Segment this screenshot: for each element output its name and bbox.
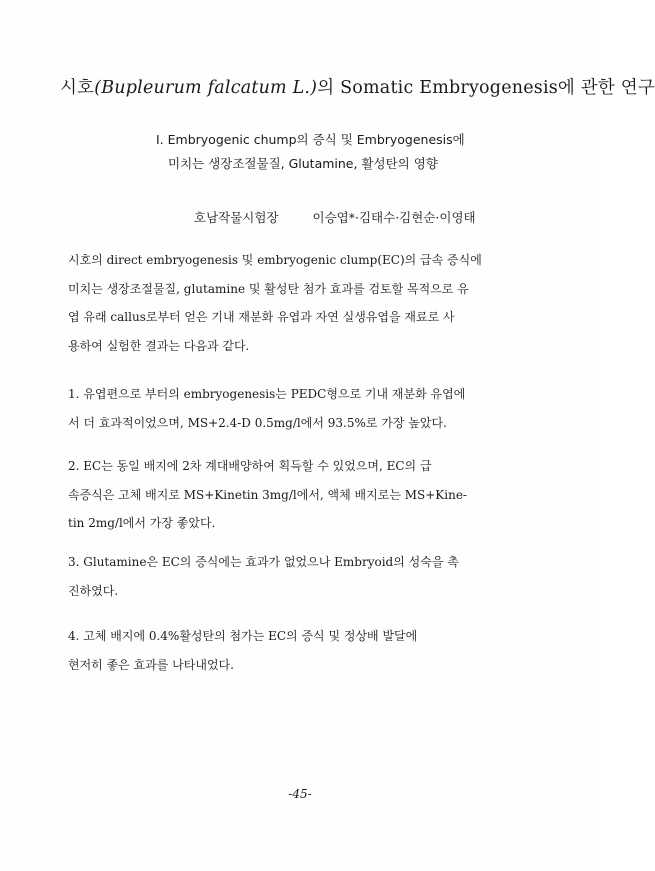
result-paragraph-1: [68, 380, 528, 437]
result-paragraph-2: [68, 452, 528, 538]
result-paragraph-3: [68, 548, 528, 605]
paragraph-line: 현저히 좋은 효과를 나타내었다.: [68, 657, 234, 672]
result-paragraph-4: [68, 622, 528, 679]
author-line: [194, 208, 476, 226]
paragraph-line: 서 더 효과적이었으며, MS+2.4-D 0.5mg/l에서 93.5%로 가장 높았다.: [68, 415, 447, 430]
paragraph-line: 미치는 생장조절물질, glutamine 및 활성탄 첨가 효과를 검토할 목적으로 유: [68, 281, 469, 296]
page-number: -45-: [288, 787, 312, 801]
subtitle-line-1: Ⅰ. Embryogenic chump의 증식 및 Embryogenesis에: [156, 132, 465, 147]
abstract-intro-paragraph: [68, 246, 528, 360]
paragraph-line: 엽 유래 callus로부터 얻은 기내 재분화 유엽과 자연 실생유엽을 재료로 사: [68, 310, 455, 324]
paragraph-line: tin 2mg/l에서 가장 좋았다.: [68, 516, 216, 530]
institution: 호남작물시험장: [194, 210, 279, 225]
author-names: 이승엽*·김태수·김현순·이영태: [312, 210, 476, 225]
paragraph-line: 3. Glutamine은 EC의 증식에는 효과가 없었으나 Embryoid의 성숙을 촉: [68, 555, 459, 569]
title-prefix: 시호: [60, 78, 95, 98]
paragraph-line: 1. 유엽편으로 부터의 embryogenesis는 PEDC형으로 기내 재분화 유엽에: [68, 387, 466, 401]
paragraph-line: 진하였다.: [68, 583, 119, 598]
paragraph-line: 용하여 실험한 결과는 다음과 같다.: [68, 338, 250, 353]
title-scientific-name: (Bupleurum falcatum L.): [94, 78, 318, 98]
paragraph-line: 2. EC는 동일 배지에 2차 계대배양하여 획득할 수 있었으며, EC의 급: [68, 459, 432, 473]
paragraph-line: 시호의 direct embryogenesis 및 embryogenic clump(EC)의 급속 증식에: [68, 253, 482, 267]
subtitle-line-2: 미치는 생장조절물질, Glutamine, 활성탄의 영향: [168, 156, 438, 171]
title-suffix: 의 Somatic Embryogenesis에 관한 연구: [317, 78, 655, 98]
paragraph-line: 속증식은 고체 배지로 MS+Kinetin 3mg/l에서, 액체 배지로는 MS+Kine-: [68, 487, 467, 502]
paragraph-line: 4. 고체 배지에 0.4%활성탄의 첨가는 EC의 증식 및 정상배 발달에: [68, 629, 418, 643]
paper-title: [60, 74, 655, 99]
